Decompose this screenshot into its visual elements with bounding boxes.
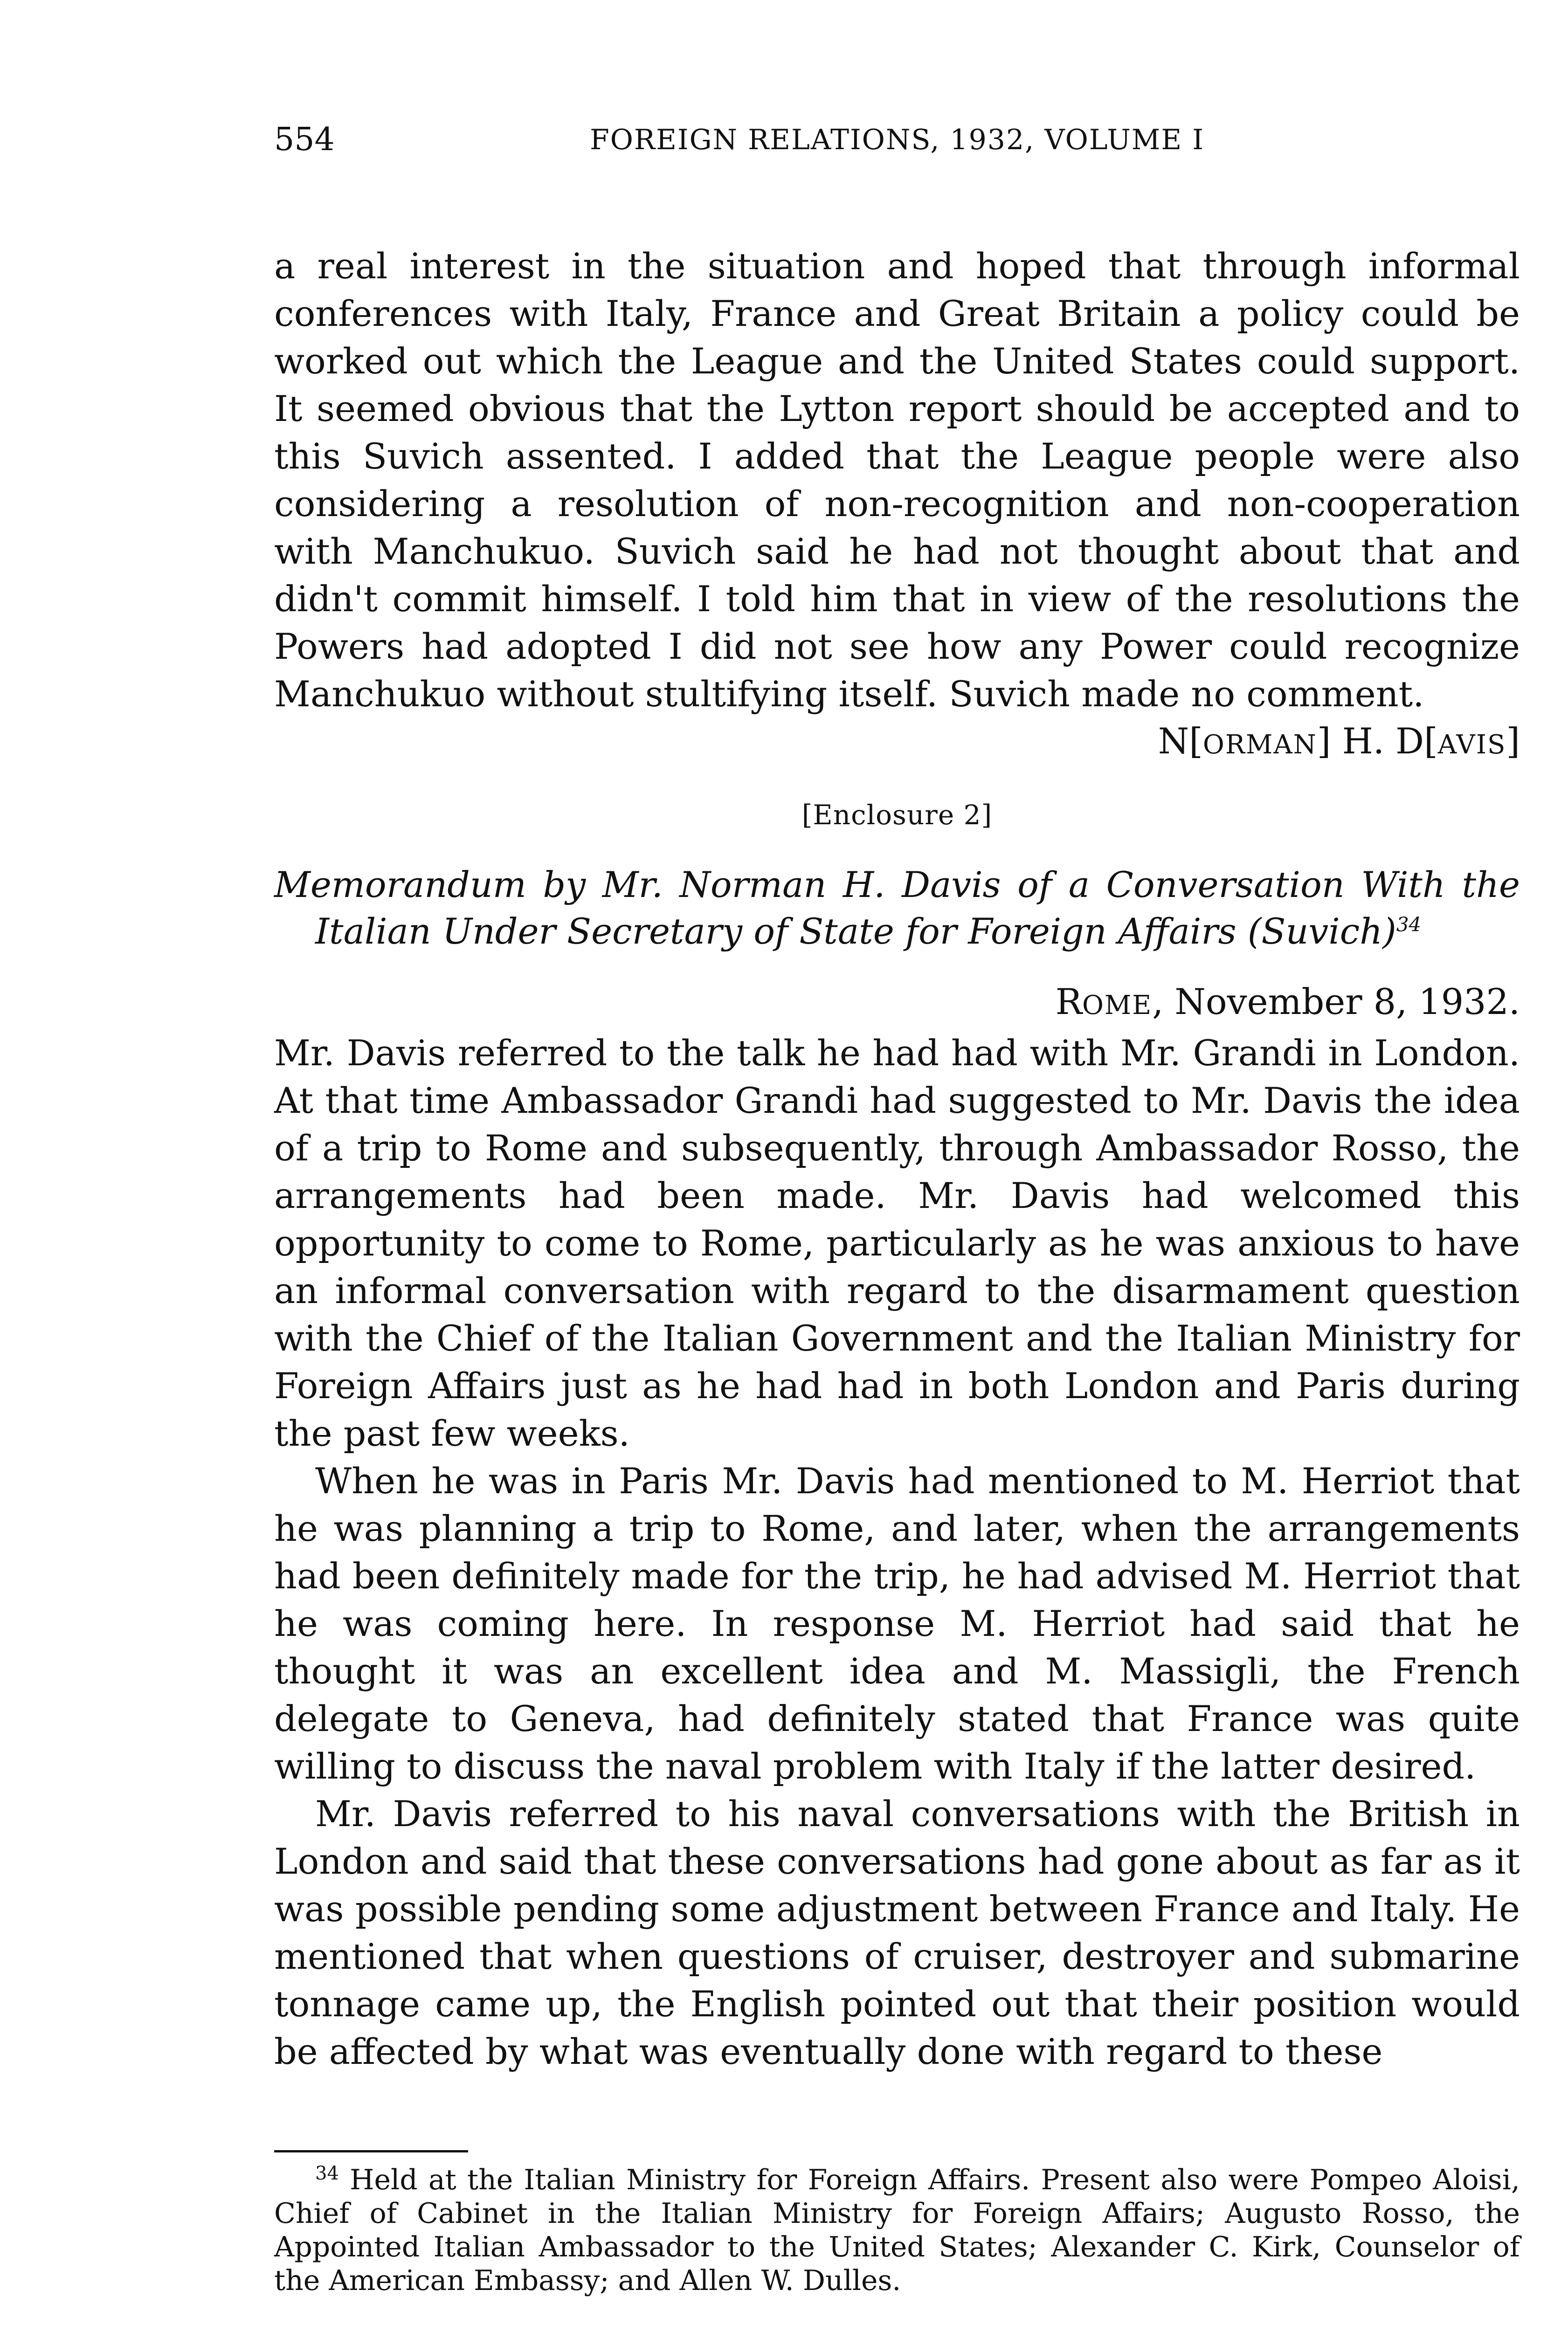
memo-title: Memorandum by Mr. Norman H. Davis of a Conversation With the Italian Under Secretary of State for Foreign Affairs (Suvich)$^{34}$ — [274, 864, 1520, 952]
body-paragraph: Mr. Davis referred to his naval conversations with the British in London and said that these conversations had gone about as far as it was possible pending some adjustment between France and Italy. He mentioned that when questions of cruiser, destroyer and submarine tonnage came up, the English pointed out that their position would be affected by what was eventually done with regard to these — [274, 1793, 1520, 2072]
footnote-text: Held at the Italian Ministry for Foreign Affairs. Present also were Pompeo Aloisi, Chief of Cabinet in the Italian Ministry for Foreign Affairs; Augusto Rosso, the Appointed Italian Ambassador to the United States; Alexander C. Kirk, Counselor of the American Embassy; and Allen W. Dulles. — [274, 2164, 1520, 2297]
body-column — [274, 242, 1520, 2076]
continuation-paragraph: a real interest in the situation and hoped that through informal conferences with Italy, France and Great Britain a policy could be worked out which the League and the United States could support. It seemed obvious that the Lytton report should be accepted and to this Suvich assented. I added that the League people were also considering a resolution of non-recognition and non-cooperation with Manchukuo. Suvich said he had not thought about that and didn't commit himself. I told him that in view of the resolutions the Powers had adopted I did not see how any Power could recognize Manchukuo without stultifying itself. Suvich made no comment. — [274, 245, 1520, 715]
signature: N[ORMAN] H. D[AVIS] — [1158, 720, 1520, 762]
body-paragraph: Mr. Davis referred to the talk he had had with Mr. Grandi in London. At that time Ambassador Grandi had suggested to Mr. Davis the idea of a trip to Rome and subsequently, through Ambassador Rosso, the arrangements had been made. Mr. Davis had welcomed this opportunity to come to Rome, particularly as he was anxious to have an informal conversation with regard to the disarmament question with the Chief of the Italian Government and the Italian Ministry for Foreign Affairs just as he had had in both London and Paris during the past few weeks. — [274, 1032, 1520, 1454]
footnote-divider — [274, 2150, 468, 2152]
running-title: FOREIGN RELATIONS, 1932, VOLUME I — [590, 124, 1204, 156]
dateline: ROME, November 8, 1932. — [1055, 981, 1520, 1022]
footnote-mark: 34 — [315, 2163, 339, 2184]
enclosure-label: [Enclosure 2] — [801, 799, 993, 831]
body-paragraph: When he was in Paris Mr. Davis had mentioned to M. Herriot that he was planning a trip to Rome, and later, when the arrangements had been definitely made for the trip, he had advised M. Herriot that he was coming here. In response M. Herriot had said that he thought it was an excellent idea and M. Massigli, the French delegate to Geneva, had definitely stated that France was quite willing to discuss the naval problem with Italy if the latter desired. — [274, 1460, 1520, 1787]
footnote-reference: 34 — [1396, 913, 1422, 936]
page-number: 554 — [274, 121, 335, 158]
footnote — [274, 2163, 1520, 2297]
